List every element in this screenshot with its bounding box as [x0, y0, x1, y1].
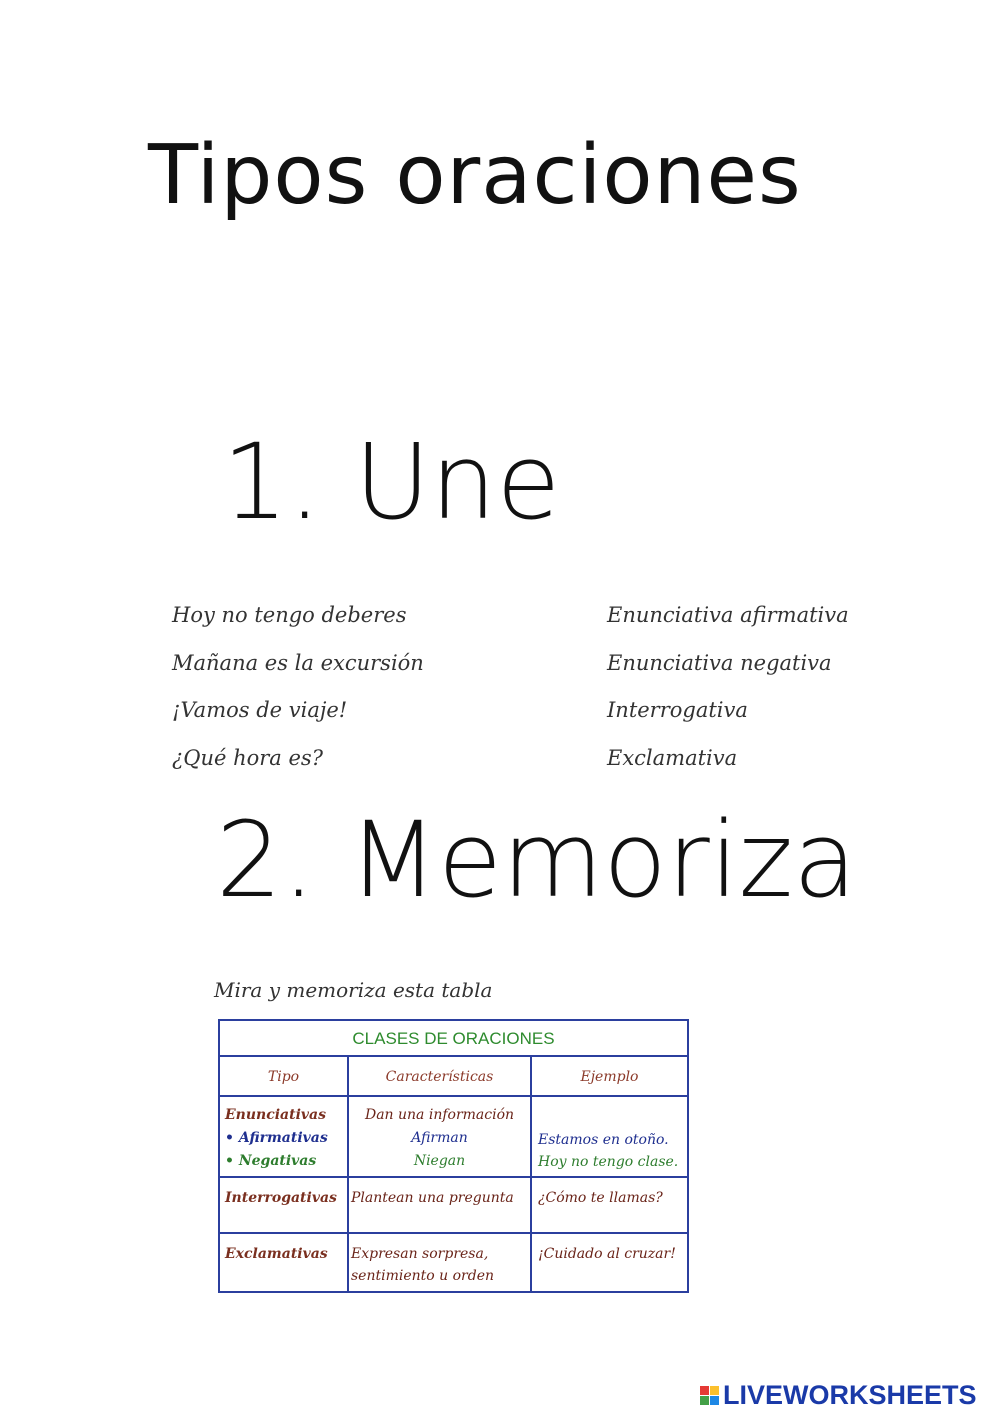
table-divider	[220, 1232, 687, 1234]
table-header-ejemplo: Ejemplo	[580, 1069, 639, 1085]
table-divider	[220, 1095, 687, 1097]
table-cell-tipo: Interrogativas	[225, 1190, 337, 1206]
logo-blocks-icon	[700, 1386, 719, 1405]
table-cell-ejemplo: Estamos en otoño.	[538, 1132, 669, 1148]
page-title: Tipos oraciones	[148, 128, 802, 223]
match-left-item[interactable]: Hoy no tengo deberes	[172, 603, 407, 627]
match-left-item[interactable]: ¡Vamos de viaje!	[172, 698, 348, 722]
table-cell-caracteristicas: Dan una información	[364, 1107, 515, 1123]
match-right-item[interactable]: Enunciativa negativa	[607, 650, 832, 675]
match-right-item[interactable]: Enunciativa afirmativa	[607, 603, 849, 627]
table-cell-ejemplo: ¡Cuidado al cruzar!	[538, 1246, 676, 1262]
table-cell-caracteristicas: Plantean una pregunta	[351, 1190, 514, 1206]
table-cell-tipo-sub: • Afirmativas	[225, 1130, 328, 1146]
match-right-item[interactable]: Exclamativa	[607, 745, 738, 770]
table-divider	[347, 1057, 349, 1291]
table-cell-caracteristicas: sentimiento u orden	[351, 1268, 495, 1284]
table-caption: CLASES DE ORACIONES	[220, 1021, 687, 1057]
table-cell-caracteristicas: Afirman	[411, 1130, 468, 1146]
table-cell-tipo-sub: • Negativas	[225, 1153, 317, 1169]
table-header-tipo: Tipo	[267, 1069, 300, 1085]
table-cell-caracteristicas: Expresan sorpresa,	[351, 1246, 489, 1262]
match-left-item[interactable]: ¿Qué hora es?	[172, 745, 323, 770]
table-cell-tipo: Enunciativas	[225, 1107, 326, 1123]
sentence-types-table	[218, 1019, 689, 1293]
section-heading-memoriza: 2. Memoriza	[216, 799, 857, 921]
table-cell-caracteristicas: Niegan	[413, 1153, 466, 1169]
table-cell-ejemplo: Hoy no tengo clase.	[538, 1154, 679, 1170]
table-divider	[220, 1176, 687, 1178]
liveworksheets-logo[interactable]	[700, 1380, 977, 1411]
match-left-column	[172, 592, 424, 782]
logo-block	[710, 1386, 719, 1395]
logo-text: LIVEWORKSHEETS	[723, 1380, 977, 1410]
table-cell-ejemplo: ¿Cómo te llamas?	[538, 1190, 663, 1206]
section-heading-une: 1. Une	[222, 421, 561, 543]
logo-block	[700, 1386, 709, 1395]
table-divider	[530, 1057, 532, 1291]
match-left-item[interactable]: Mañana es la excursión	[172, 650, 424, 675]
match-right-item[interactable]: Interrogativa	[607, 698, 748, 722]
logo-block	[700, 1396, 709, 1405]
table-cell-tipo: Exclamativas	[225, 1246, 328, 1262]
instruction-text: Mira y memoriza esta tabla	[214, 978, 493, 1002]
match-right-column	[607, 592, 849, 782]
table-header-caracteristicas: Características	[385, 1069, 494, 1085]
logo-block	[710, 1396, 719, 1405]
